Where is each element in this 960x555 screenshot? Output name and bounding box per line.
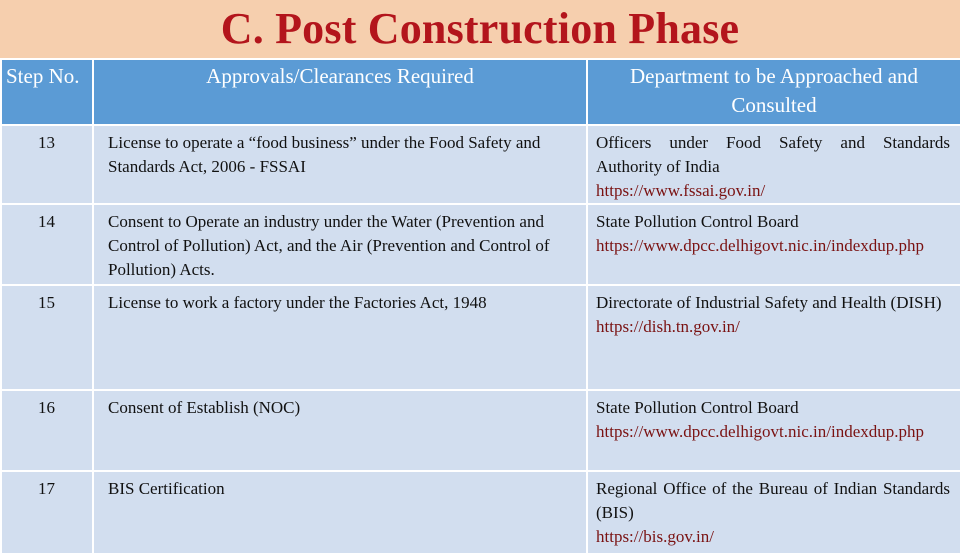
approval-text: License to work a factory under the Factories Act, 1948 xyxy=(93,285,587,390)
table-row xyxy=(1,285,960,390)
table-row xyxy=(1,204,960,285)
step-number: 13 xyxy=(1,125,93,204)
step-number: 14 xyxy=(1,204,93,285)
page-title: C. Post Construction Phase xyxy=(220,4,740,53)
table-header-row xyxy=(1,59,960,125)
table-row xyxy=(1,390,960,471)
department-cell xyxy=(587,285,960,390)
header-department: Department to be Approached and Consulted xyxy=(587,59,960,125)
department-name: State Pollution Control Board xyxy=(596,212,799,231)
department-cell xyxy=(587,125,960,204)
department-link[interactable]: https://bis.gov.in/ xyxy=(596,527,714,546)
department-name: State Pollution Control Board xyxy=(596,398,799,417)
department-link[interactable]: https://www.fssai.gov.in/ xyxy=(596,181,766,200)
step-number: 17 xyxy=(1,471,93,554)
department-name: Regional Office of the Bureau of Indian Standards (BIS) xyxy=(596,479,950,522)
table-row xyxy=(1,125,960,204)
department-link[interactable]: https://www.dpcc.delhigovt.nic.in/indexdup.php xyxy=(596,236,924,255)
approval-text: Consent of Establish (NOC) xyxy=(93,390,587,471)
approval-text: License to operate a “food business” under the Food Safety and Standards Act, 2006 - FSSAI xyxy=(93,125,587,204)
department-cell xyxy=(587,390,960,471)
step-number: 16 xyxy=(1,390,93,471)
department-link[interactable]: https://www.dpcc.delhigovt.nic.in/indexdup.php xyxy=(596,422,924,441)
header-approvals: Approvals/Clearances Required xyxy=(93,59,587,125)
department-cell xyxy=(587,204,960,285)
department-cell xyxy=(587,471,960,554)
table-row xyxy=(1,471,960,554)
department-name: Directorate of Industrial Safety and Health (DISH) xyxy=(596,293,942,312)
header-step-no: Step No. xyxy=(1,59,93,125)
step-number: 15 xyxy=(1,285,93,390)
approvals-table xyxy=(0,58,960,555)
department-link[interactable]: https://dish.tn.gov.in/ xyxy=(596,317,740,336)
approval-text: BIS Certification xyxy=(93,471,587,554)
department-name: Officers under Food Safety and Standards Authority of India xyxy=(596,133,950,176)
approval-text: Consent to Operate an industry under the Water (Prevention and Control of Pollution) Act, and the Air (Prevention and Control of Pollution) Acts. xyxy=(93,204,587,285)
